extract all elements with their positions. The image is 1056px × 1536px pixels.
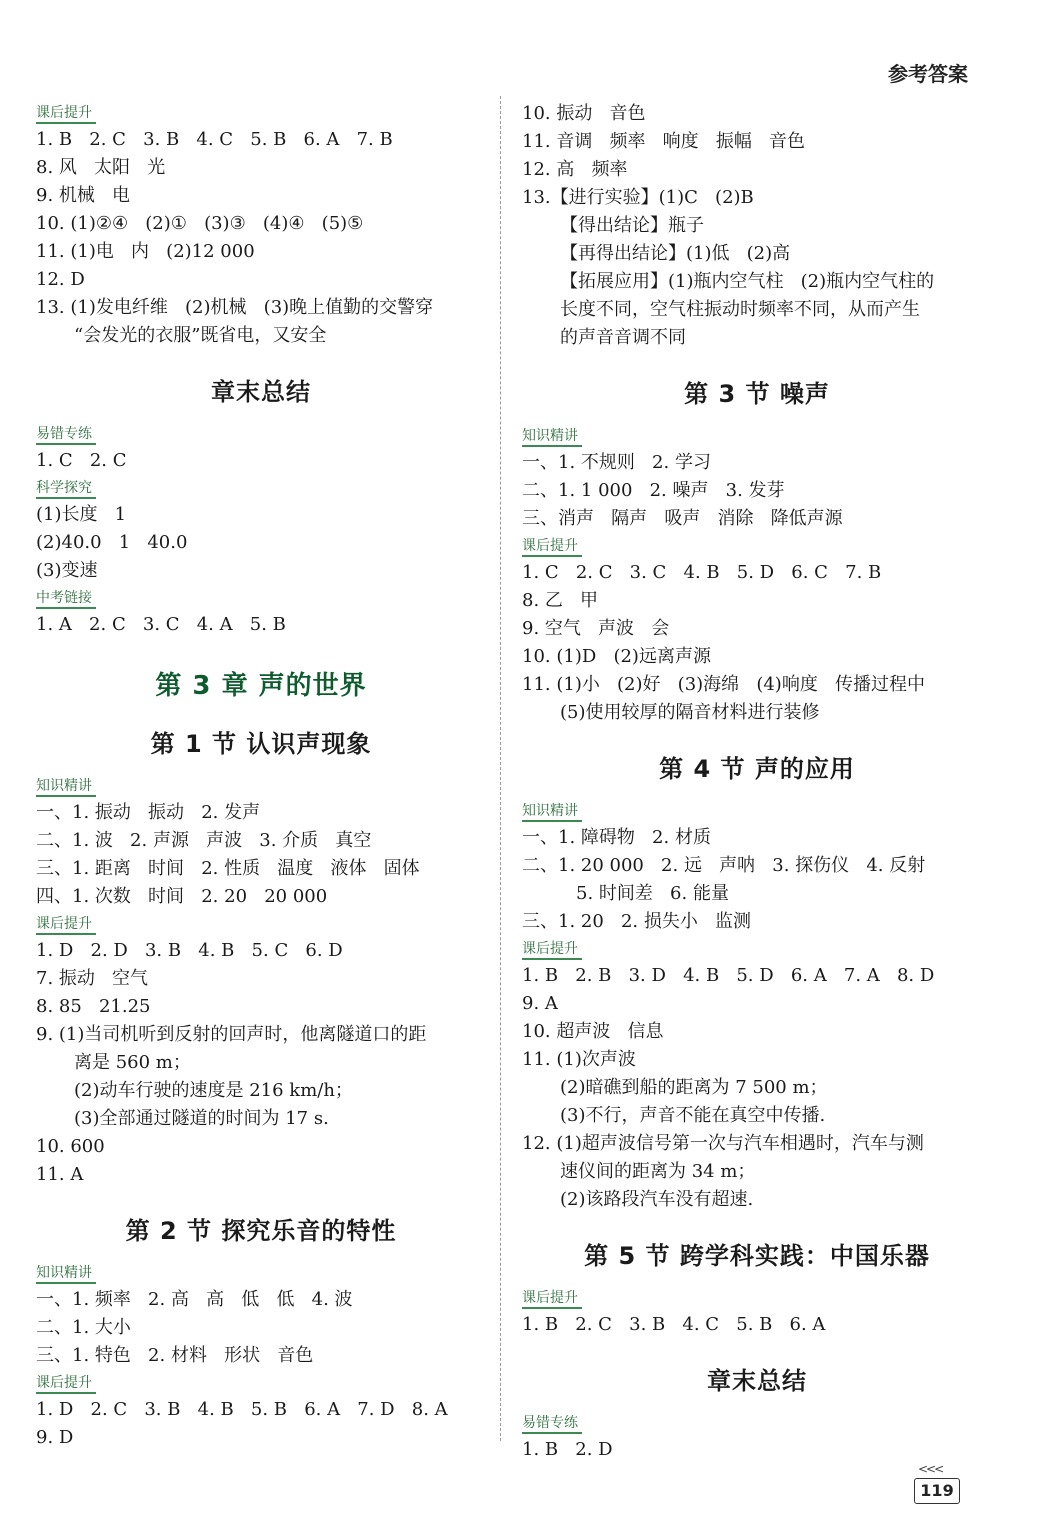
subsection-tag-row <box>36 1260 486 1286</box>
answer-line: 1. B 2. C 3. B 4. C 5. B 6. A 7. B <box>36 129 393 150</box>
answer-line: 一、1. 频率 2. 高 高 低 低 4. 波 <box>36 1289 353 1310</box>
answer-line: (3)不行，声音不能在真空中传播. <box>560 1105 826 1126</box>
answer-line: 13.【进行实验】(1)C (2)B <box>522 187 754 208</box>
subsection-tag-row <box>36 585 486 611</box>
page-number: 119 <box>914 1478 960 1504</box>
subsection-tag: 知识精讲 <box>36 777 96 797</box>
answer-line: (5)使用较厚的隔音材料进行装修 <box>560 702 820 723</box>
answer-line: (1)长度 1 <box>36 504 127 525</box>
left-answer-column <box>36 100 486 1452</box>
answer-line: 9. 机械 电 <box>36 185 131 206</box>
answer-line: 11. (1)小 (2)好 (3)海绵 (4)响度 传播过程中 <box>522 674 925 695</box>
subsection-tag-row <box>522 423 992 449</box>
answer-line: (3)全部通过隧道的时间为 17 s. <box>74 1108 329 1129</box>
subsection-tag-row <box>36 911 486 937</box>
subsection-tag-row <box>522 1285 992 1311</box>
answer-line: 一、1. 不规则 2. 学习 <box>522 452 711 473</box>
answer-line: 【再得出结论】(1)低 (2)高 <box>560 243 791 264</box>
answer-line: 8. 85 21.25 <box>36 996 151 1017</box>
answer-line: 的声音音调不同 <box>560 327 686 348</box>
section-title: 章末总结 <box>211 378 311 406</box>
answer-line: 10. 振动 音色 <box>522 103 646 124</box>
subsection-tag: 易错专练 <box>36 425 96 445</box>
answer-line: 13. (1)发电纤维 (2)机械 (3)晚上值勤的交警穿 <box>36 297 434 318</box>
answer-line: 二、1. 1 000 2. 噪声 3. 发芽 <box>522 480 785 501</box>
answer-line: 【拓展应用】(1)瓶内空气柱 (2)瓶内空气柱的 <box>560 271 935 292</box>
answer-line: 1. D 2. C 3. B 4. B 5. B 6. A 7. D 8. A <box>36 1399 448 1420</box>
answer-line: 10. 600 <box>36 1136 105 1157</box>
page-arrow-icon: <<< <box>918 1462 943 1476</box>
answer-line: 【得出结论】瓶子 <box>560 215 704 236</box>
answer-line: 1. B 2. C 3. B 4. C 5. B 6. A <box>522 1314 826 1335</box>
subsection-tag-row <box>522 936 992 962</box>
answer-line: 10. 超声波 信息 <box>522 1021 664 1042</box>
subsection-tag: 中考链接 <box>36 589 96 609</box>
answer-line: 5. 时间差 6. 能量 <box>576 883 729 904</box>
section-title: 第 3 节 噪声 <box>684 380 830 408</box>
subsection-tag-row <box>36 100 486 126</box>
subsection-tag: 科学探究 <box>36 479 96 499</box>
subsection-tag: 课后提升 <box>36 915 96 935</box>
answer-line: 长度不同，空气柱振动时频率不同，从而产生 <box>560 299 920 320</box>
page-header-title: 参考答案 <box>888 62 968 86</box>
right-answer-column <box>522 100 992 1464</box>
answer-line: 9. (1)当司机听到反射的回声时，他离隧道口的距 <box>36 1024 427 1045</box>
answer-line: 二、1. 大小 <box>36 1317 131 1338</box>
answer-line: 11. (1)电 内 (2)12 000 <box>36 241 255 262</box>
section-title: 章末总结 <box>707 1367 807 1395</box>
answer-line: “会发光的衣服”既省电，又安全 <box>74 325 327 346</box>
answer-line: (2)暗礁到船的距离为 7 500 m； <box>560 1077 828 1098</box>
answer-line: 9. D <box>36 1427 74 1448</box>
answer-line: 11. A <box>36 1164 84 1185</box>
answer-line: 8. 乙 甲 <box>522 590 599 611</box>
answer-line: (2)40.0 1 40.0 <box>36 532 188 553</box>
subsection-tag-row <box>36 1370 486 1396</box>
subsection-tag: 知识精讲 <box>522 802 582 822</box>
answer-line: 1. B 2. B 3. D 4. B 5. D 6. A 7. A 8. D <box>522 965 935 986</box>
subsection-tag: 课后提升 <box>36 1374 96 1394</box>
section-title: 第 1 节 认识声现象 <box>150 730 372 758</box>
subsection-tag: 课后提升 <box>36 104 96 124</box>
answer-line: 1. B 2. D <box>522 1439 613 1460</box>
answer-line: 三、1. 距离 时间 2. 性质 温度 液体 固体 <box>36 858 420 879</box>
answer-line: 一、1. 振动 振动 2. 发声 <box>36 802 261 823</box>
answer-line: 四、1. 次数 时间 2. 20 20 000 <box>36 886 328 907</box>
answer-line: 12. D <box>36 269 85 290</box>
answer-line: 三、1. 20 2. 损失小 监测 <box>522 911 752 932</box>
subsection-tag: 知识精讲 <box>522 427 582 447</box>
answer-line: 9. 空气 声波 会 <box>522 618 670 639</box>
subsection-tag: 知识精讲 <box>36 1264 96 1284</box>
section-title: 第 5 节 跨学科实践：中国乐器 <box>584 1242 930 1270</box>
column-divider <box>500 96 501 1441</box>
answer-line: 9. A <box>522 993 558 1014</box>
answer-line: (2)该路段汽车没有超速. <box>560 1189 754 1210</box>
subsection-tag: 课后提升 <box>522 537 582 557</box>
answer-line: 1. C 2. C 3. C 4. B 5. D 6. C 7. B <box>522 562 882 583</box>
subsection-tag-row <box>36 421 486 447</box>
subsection-tag-row <box>36 773 486 799</box>
answer-line: 12. (1)超声波信号第一次与汽车相遇时，汽车与测 <box>522 1133 924 1154</box>
section-title: 第 4 节 声的应用 <box>659 755 855 783</box>
subsection-tag-row <box>36 475 486 501</box>
answer-line: (2)动车行驶的速度是 216 km/h； <box>74 1080 353 1101</box>
answer-line: 10. (1)D (2)远离声源 <box>522 646 711 667</box>
subsection-tag: 课后提升 <box>522 940 582 960</box>
answer-line: 1. C 2. C <box>36 450 127 471</box>
subsection-tag-row <box>522 1410 992 1436</box>
answer-line: 离是 560 m； <box>74 1052 191 1073</box>
subsection-tag-row <box>522 533 992 559</box>
subsection-tag: 易错专练 <box>522 1414 582 1434</box>
answer-line: 三、1. 特色 2. 材料 形状 音色 <box>36 1345 314 1366</box>
answer-line: 8. 风 太阳 光 <box>36 157 166 178</box>
answer-line: 10. (1)②④ (2)① (3)③ (4)④ (5)⑤ <box>36 213 364 234</box>
answer-line: 一、1. 障碍物 2. 材质 <box>522 827 711 848</box>
answer-line: (3)变速 <box>36 560 98 581</box>
subsection-tag: 课后提升 <box>522 1289 582 1309</box>
answer-line: 二、1. 波 2. 声源 声波 3. 介质 真空 <box>36 830 372 851</box>
section-title: 第 2 节 探究乐音的特性 <box>125 1217 397 1245</box>
answer-line: 11. 音调 频率 响度 振幅 音色 <box>522 131 806 152</box>
answer-line: 二、1. 20 000 2. 远 声呐 3. 探伤仪 4. 反射 <box>522 855 926 876</box>
answer-line: 12. 高 频率 <box>522 159 628 180</box>
answer-line: 1. A 2. C 3. C 4. A 5. B <box>36 614 286 635</box>
subsection-tag-row <box>522 798 992 824</box>
chapter-title: 第 3 章 声的世界 <box>155 671 367 701</box>
answer-line: 1. D 2. D 3. B 4. B 5. C 6. D <box>36 940 343 961</box>
answer-line: 三、消声 隔声 吸声 消除 降低声源 <box>522 508 843 529</box>
answer-line: 7. 振动 空气 <box>36 968 149 989</box>
answer-line: 速仪间的距离为 34 m； <box>560 1161 756 1182</box>
answer-line: 11. (1)次声波 <box>522 1049 636 1070</box>
